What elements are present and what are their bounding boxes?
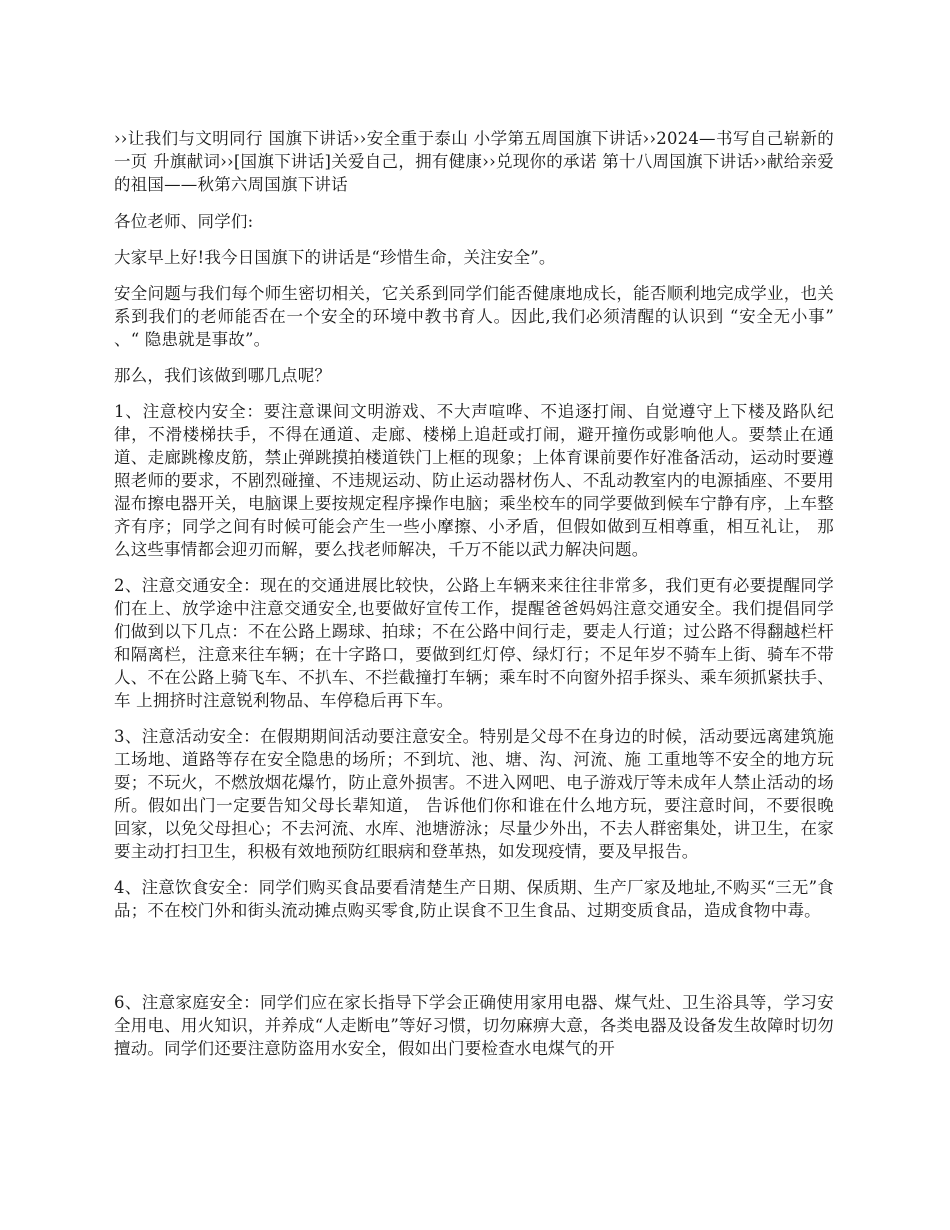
point-3-activity-safety: 3、注意活动安全：在假期期间活动要注意安全。特别是父母不在身边的时候，活动要远离建筑施工场地、道路等存在安全隐患的场所；不到坑、池、塘、沟、河流、施 工重地等不安全的地方玩耍；不玩火，不燃放烟花爆竹，防止意外损害。不进入网吧、电子游戏厅等未成年人禁止活动的场所。假如出门一定要告知父母长辈知道， 告诉他们你和谁在什么地方玩，要注意时间，不要很晚回家，以免父母担心；不去河流、水库、池塘游泳；尽量少外出，不去人群密集处，讲卫生，在家要主动打扫卫生，积极有效地预防红眼病和登革热，如发现疫情，要及早报告。 [114, 727, 834, 861]
question-paragraph: 那么，我们该做到哪几点呢？ [114, 366, 332, 385]
intro-paragraph: 大家早上好!我今日国旗下的讲话是“珍惜生命，关注安全”。 [114, 248, 556, 267]
blank-gap [114, 935, 834, 991]
point-4-food-safety: 4、注意饮食安全：同学们购买食品要看清楚生产日期、保质期、生产厂家及地址,不购买“三无”食品；不在校门外和街头流动摊点购买零食,防止误食不卫生食品、过期变质食品，造成食物中毒。 [114, 878, 834, 920]
point-1-school-safety: 1、注意校内安全：要注意课间文明游戏、不大声喧哗、不追逐打闹、自觉遵守上下楼及路队纪律，不滑楼梯扶手，不得在通道、走廊、楼梯上追赶或打闹，避开撞伤或影响他人。要禁止在通道、走廊跳橡皮筋，禁止弹跳摸拍楼道铁门上框的现象；上体育课前要作好准备活动，运动时要遵照老师的要求，不剧烈碰撞、不违规运动、防止运动器材伤人、不乱动教室内的电源插座、不要用湿布擦电器开关，电脑课上要按规定程序操作电脑；乘坐校车的同学要做到候车宁静有序，上车整齐有序；同学之间有时候可能会产生一些小摩擦、小矛盾，但假如做到互相尊重，相互礼让， 那么这些事情都会迎刃而解，要么找老师解决，千万不能以武力解决问题。 [114, 402, 834, 559]
document-body [114, 127, 834, 1073]
point-6-home-safety: 6、注意家庭安全：同学们应在家长指导下学会正确使用家用电器、煤气灶、卫生浴具等，学习安全用电、用火知识，并养成“人走断电”等好习惯，切勿麻痹大意，各类电器及设备发生故障时切勿擅动。同学们还要注意防盗用水安全，假如出门要检查水电煤气的开 [114, 993, 834, 1058]
greeting: 各位老师、同学们: [114, 212, 254, 231]
point-2-traffic-safety: 2、注意交通安全：现在的交通进展比较快，公路上车辆来来往往非常多，我们更有必要提醒同学们在上、放学途中注意交通安全,也要做好宣传工作，提醒爸爸妈妈注意交通安全。我们提倡同学们做到以下几点：不在公路上踢球、拍球；不在公路中间行走，要走人行道；过公路不得翻越栏杆和隔离栏，注意来往车辆；在十字路口，要做到红灯停、绿灯行；不足年岁不骑车上街、骑车不带人、不在公路上骑飞车、不扒车、不拦截撞打车辆；乘车时不向窗外招手探头、乘车须抓紧扶手、车 上拥挤时注意锐利物品、车停稳后再下车。 [114, 576, 834, 710]
safety-importance-paragraph: 安全问题与我们每个师生密切相关，它关系到同学们能否健康地成长，能否顺利地完成学业，也关系到我们的老师能否在一个安全的环境中教书育人。因此,我们必须清醒的认识到 “安全无小事” 、“ 隐患就是事故”。 [114, 284, 834, 349]
related-links-line[interactable]: ››让我们与文明同行 国旗下讲话››安全重于泰山 小学第五周国旗下讲话››2024—书写自己崭新的一页 升旗献词››[国旗下讲话]关爱自己，拥有健康››兑现你的承诺 第十八周国旗下讲话››献给亲爱的祖国——秋第六周国旗下讲话 [114, 129, 834, 194]
